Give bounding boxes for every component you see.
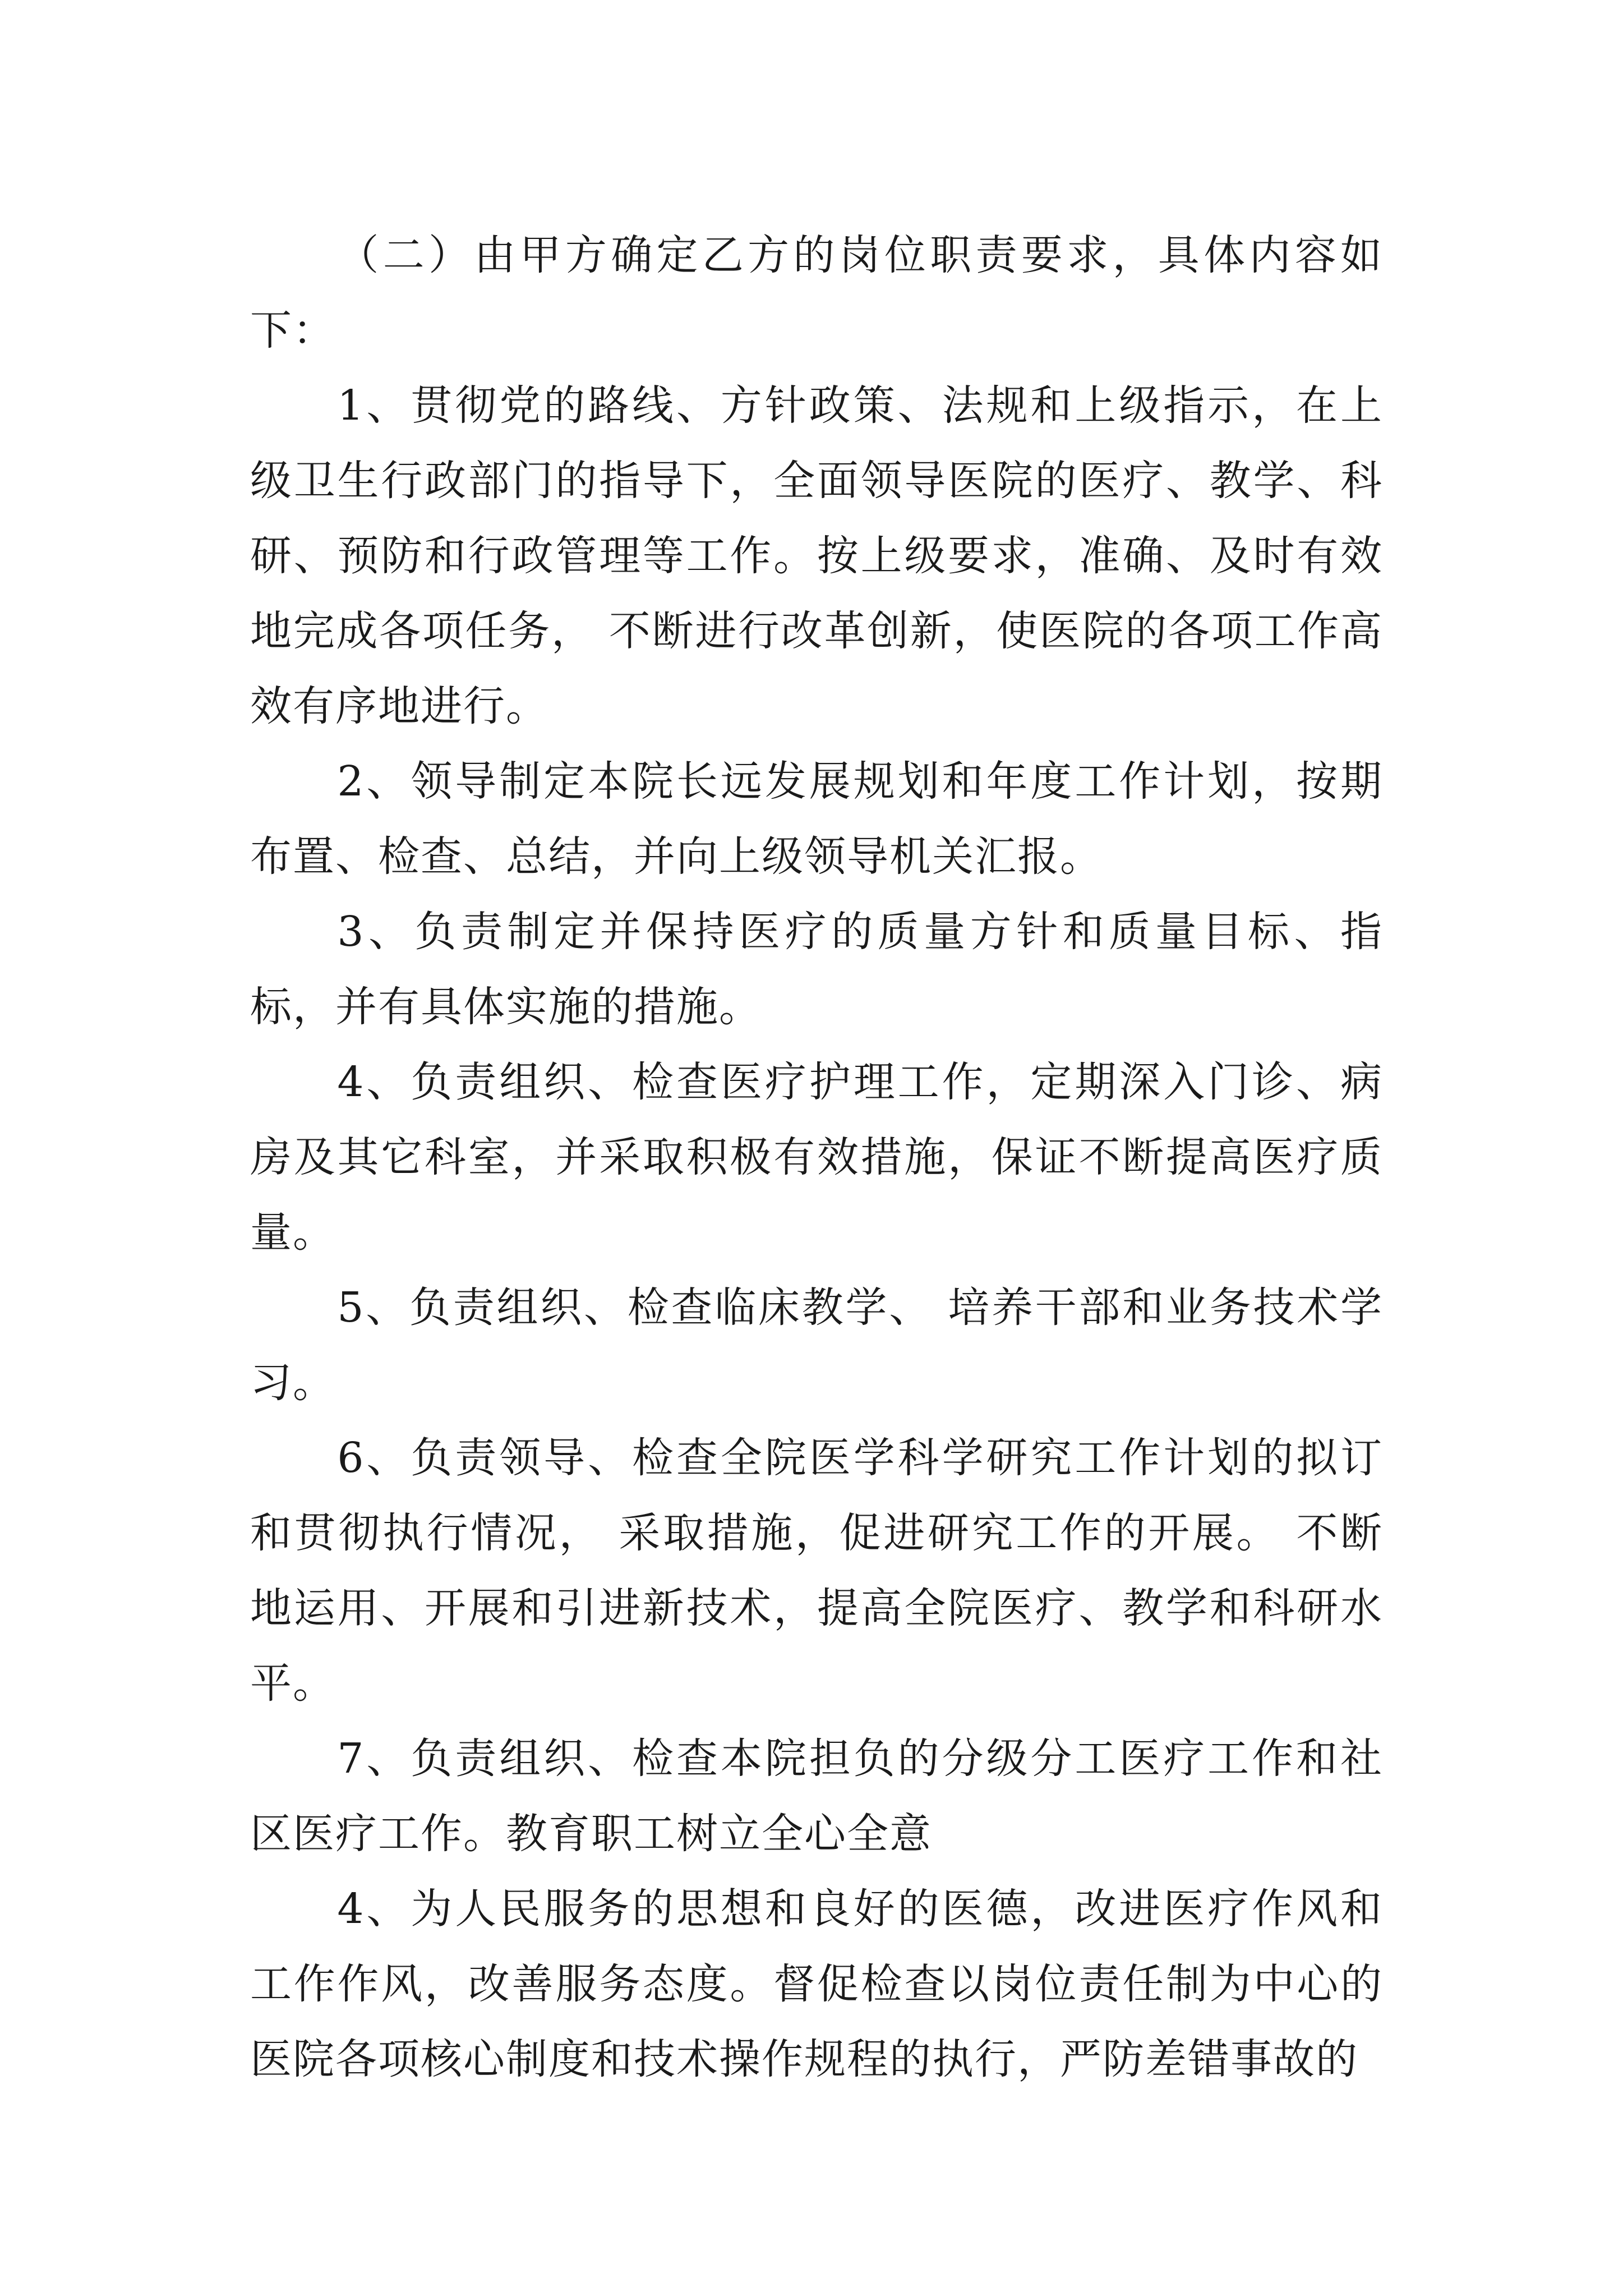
paragraph-intro: （二）由甲方确定乙方的岗位职责要求，具体内容如下： (250, 231, 1383, 355)
paragraph-item-2: 2、领导制定本院长远发展规划和年度工作计划，按期布置、检查、总结，并向上级领导机关汇报。 (250, 757, 1383, 881)
paragraph-item-7: 7、负责组织、检查本院担负的分级分工医疗工作和社区医疗工作。教育职工树立全心全意 (250, 1734, 1383, 1858)
paragraph-item-6: 6、负责领导、检查全院医学科学研究工作计划的拟订和贯彻执行情况， 采取措施，促进研究工作的开展。 不断地运用、开展和引进新技术，提高全院医疗、教学和科研水平。 (250, 1434, 1383, 1708)
paragraph-item-1: 1、贯彻党的路线、方针政策、法规和上级指示，在上级卫生行政部门的指导下，全面领导医院的医疗、教学、科研、预防和行政管理等工作。按上级要求，准确、及时有效地完成各项任务， 不断进行改革创新，使医院的各项工作高效有序地进行。 (250, 381, 1383, 730)
paragraph-item-3: 3、负责制定并保持医疗的质量方针和质量目标、指标，并有具体实施的措施。 (250, 908, 1383, 1031)
paragraph-item-4: 4、负责组织、检查医疗护理工作，定期深入门诊、病房及其它科室，并采取积极有效措施，保证不断提高医疗质量。 (250, 1058, 1383, 1257)
paragraph-item-4b: 4、为人民服务的思想和良好的医德，改进医疗作风和工作作风，改善服务态度。督促检查以岗位责任制为中心的医院各项核心制度和技术操作规程的执行，严防差错事故的 (250, 1885, 1383, 2083)
paragraph-item-5: 5、负责组织、检查临床教学、 培养干部和业务技术学习。 (250, 1283, 1383, 1407)
document-body (250, 218, 1383, 2097)
